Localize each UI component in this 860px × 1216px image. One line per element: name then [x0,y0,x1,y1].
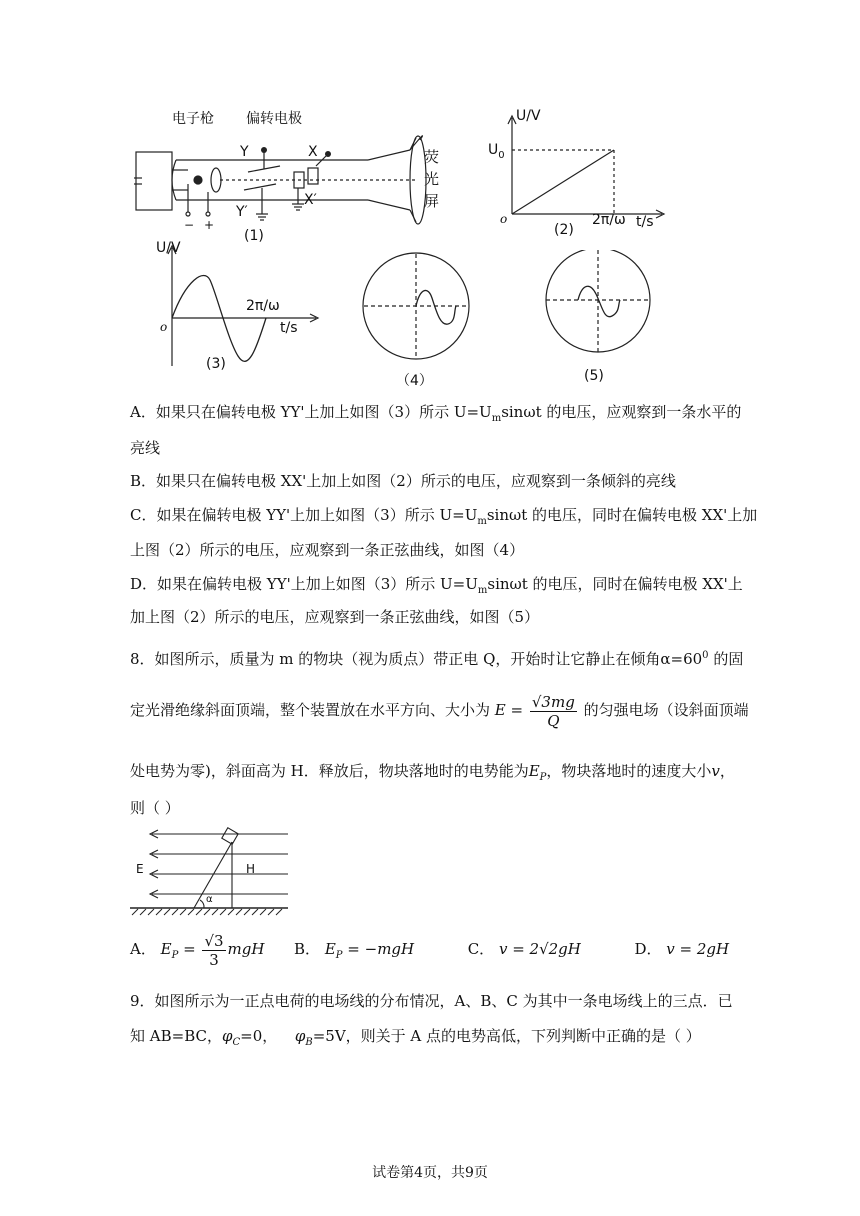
graph-3-axes [148,240,328,380]
q8-optA-lhs-sub: P [171,950,179,961]
label-X-prime: X′ [304,192,317,208]
q8-line2-den: Q [547,711,560,730]
crt-figure [128,100,458,250]
q8-line1-text: 8．如图所示，质量为 m 的物块（视为质点）带正电 Q，开始时让它静止在倾角α=60 [130,650,703,668]
option-A-line2: 亮线 [130,439,161,457]
caption-2: (2) [554,222,574,238]
graph-3-ylabel: U/V [156,240,181,256]
option-D-text1-tail: sinωt 的电压，同时在偏转电极 XX'上 [487,575,743,593]
option-A-text1: A．如果只在偏转电极 YY'上加上如图（3）所示 U=U [130,403,492,421]
q8-optA-eq: = [178,940,196,958]
q8-optD-expr: v = 2gH [666,940,730,958]
q8-line1 [130,645,743,670]
incline-figure [128,826,298,918]
option-C-line2: 上图（2）所示的电压，应观察到一条正弦曲线，如图（4） [130,541,525,559]
option-A-line1 [130,401,741,430]
graph-2-u0 [488,142,505,161]
q9-phiC-val: =0， [240,1027,278,1045]
graph-2-xtick: 2π/ω [592,212,626,228]
q8-line2-num: √3mg [531,692,575,711]
option-B-line1: B．如果只在偏转电极 XX'上加上如图（2）所示的电压，应观察到一条倾斜的亮线 [130,472,676,490]
graph-3-xlabel: t/s [280,320,298,336]
q8-optB-sub: P [335,950,343,961]
q8-line2-head: 定光滑绝缘斜面顶端，整个装置放在水平方向、大小为 [130,701,491,719]
q9-phiC-sub: C [232,1037,241,1048]
q9-phiB-sub: B [305,1037,313,1048]
q8-line3-head: 处电势为零)，斜面高为 H．释放后，物块落地时的电势能为 [130,762,529,780]
q9-phiB-val: =5V，则关于 A 点的电势高低，下列判断中正确的是（ ） [312,1027,701,1045]
page-footer: 试卷第4页，共9页 [372,1165,488,1181]
q8-optA-tail: mgH [227,940,265,958]
q8-line2 [130,690,749,730]
q8-line3-tail: ， [719,762,735,780]
label-electron-gun: 电子枪 [172,111,214,127]
option-C-sub: m [477,516,487,527]
option-A-text1-tail: sinωt 的电压，应观察到一条水平的 [501,403,742,421]
graph-3-xtick: 2π/ω [246,298,280,314]
q8-optB-label: B． [294,940,321,958]
q9-phiB: φ [294,1027,306,1045]
q8-optA-num: √3 [204,931,224,950]
option-D-line1 [130,573,743,602]
option-A-sub: m [491,413,502,424]
graph-2-u0-sub: 0 [498,149,505,161]
caption-5: (5) [584,368,604,384]
label-minus: − [184,218,195,232]
caption-1: (1) [244,228,264,244]
screen-char-3: 屏 [424,192,440,210]
graph-3-origin: o [160,320,168,334]
caption-3: (3) [206,356,226,372]
q8-options [130,930,729,975]
screen-char-2: 光 [424,170,440,188]
q8-line3-Ep-sub: P [539,772,547,783]
q8-optA-lhs: E [160,940,172,958]
q8-line1-sup: 0 [702,650,709,661]
option-D-sub: m [477,585,488,596]
label-Y: Y [240,144,249,160]
q8-optA-label: A． [130,940,156,958]
label-Y-prime: Y′ [236,204,248,220]
q8-line4: 则（ ） [130,799,180,817]
screen-5 [538,250,658,390]
q8-line2-E: E = [494,701,524,719]
graph-2-ylabel: U/V [516,108,541,124]
option-C-text1-tail: sinωt 的电压，同时在偏转电极 XX'上加 [486,506,758,524]
screen-5-drawing [538,250,658,370]
incline-label-H: H [246,862,256,876]
screen-char-1: 荧 [424,148,440,166]
q8-optC-expr: v = 2√2gH [498,940,581,958]
graph-2-origin: o [500,212,508,226]
graph-2 [484,108,674,248]
q9-line2 [130,1025,701,1054]
q9-line2-head: 知 AB=BC， [130,1027,222,1045]
q8-line3-mid: ，物块落地时的速度大小 [546,762,712,780]
screen-4 [356,250,476,390]
label-X: X [308,144,318,160]
q8-line1-tail: 的固 [708,650,744,668]
label-plus: + [204,218,215,232]
option-D-line2: 加上图（2）所示的电压，应观察到一条正弦曲线，如图（5） [130,608,540,626]
q9-phiC: φ [221,1027,233,1045]
graph-2-u0-text: U [488,142,499,158]
incline-label-E: E [136,862,144,876]
graph-3 [148,240,328,380]
incline-label-alpha: α [206,894,213,905]
label-screen [424,146,439,212]
label-deflection-plates: 偏转电极 [246,111,302,127]
q8-optA-den: 3 [209,950,219,969]
q9-line1: 9．如图所示为一正点电荷的电场线的分布情况，A、B、C 为其中一条电场线上的三点．已 [130,992,733,1010]
crt-diagram [128,100,458,250]
graph-2-xlabel: t/s [636,214,654,230]
screen-4-drawing [356,250,476,370]
option-D-text1: D．如果在偏转电极 YY'上加上如图（3）所示 U=U [130,575,478,593]
q8-optB-expr: E [324,940,336,958]
q8-optC-label: C． [467,940,495,958]
q8-line3 [130,760,735,789]
q8-line3-Ep: E [528,762,540,780]
q8-optB-tail: = −mgH [342,940,415,958]
q8-optD-label: D． [634,940,662,958]
q8-line2-fraction [530,693,577,730]
option-C-line1 [130,504,757,533]
q8-optA-fraction [202,932,225,969]
caption-4: （4） [396,373,433,389]
q8-line3-v: v [711,762,720,780]
option-C-text1: C．如果在偏转电极 YY'上加上如图（3）所示 U=U [130,506,478,524]
incline-drawing [128,826,298,918]
q8-line2-tail: 的匀强电场（设斜面顶端 [583,701,749,719]
